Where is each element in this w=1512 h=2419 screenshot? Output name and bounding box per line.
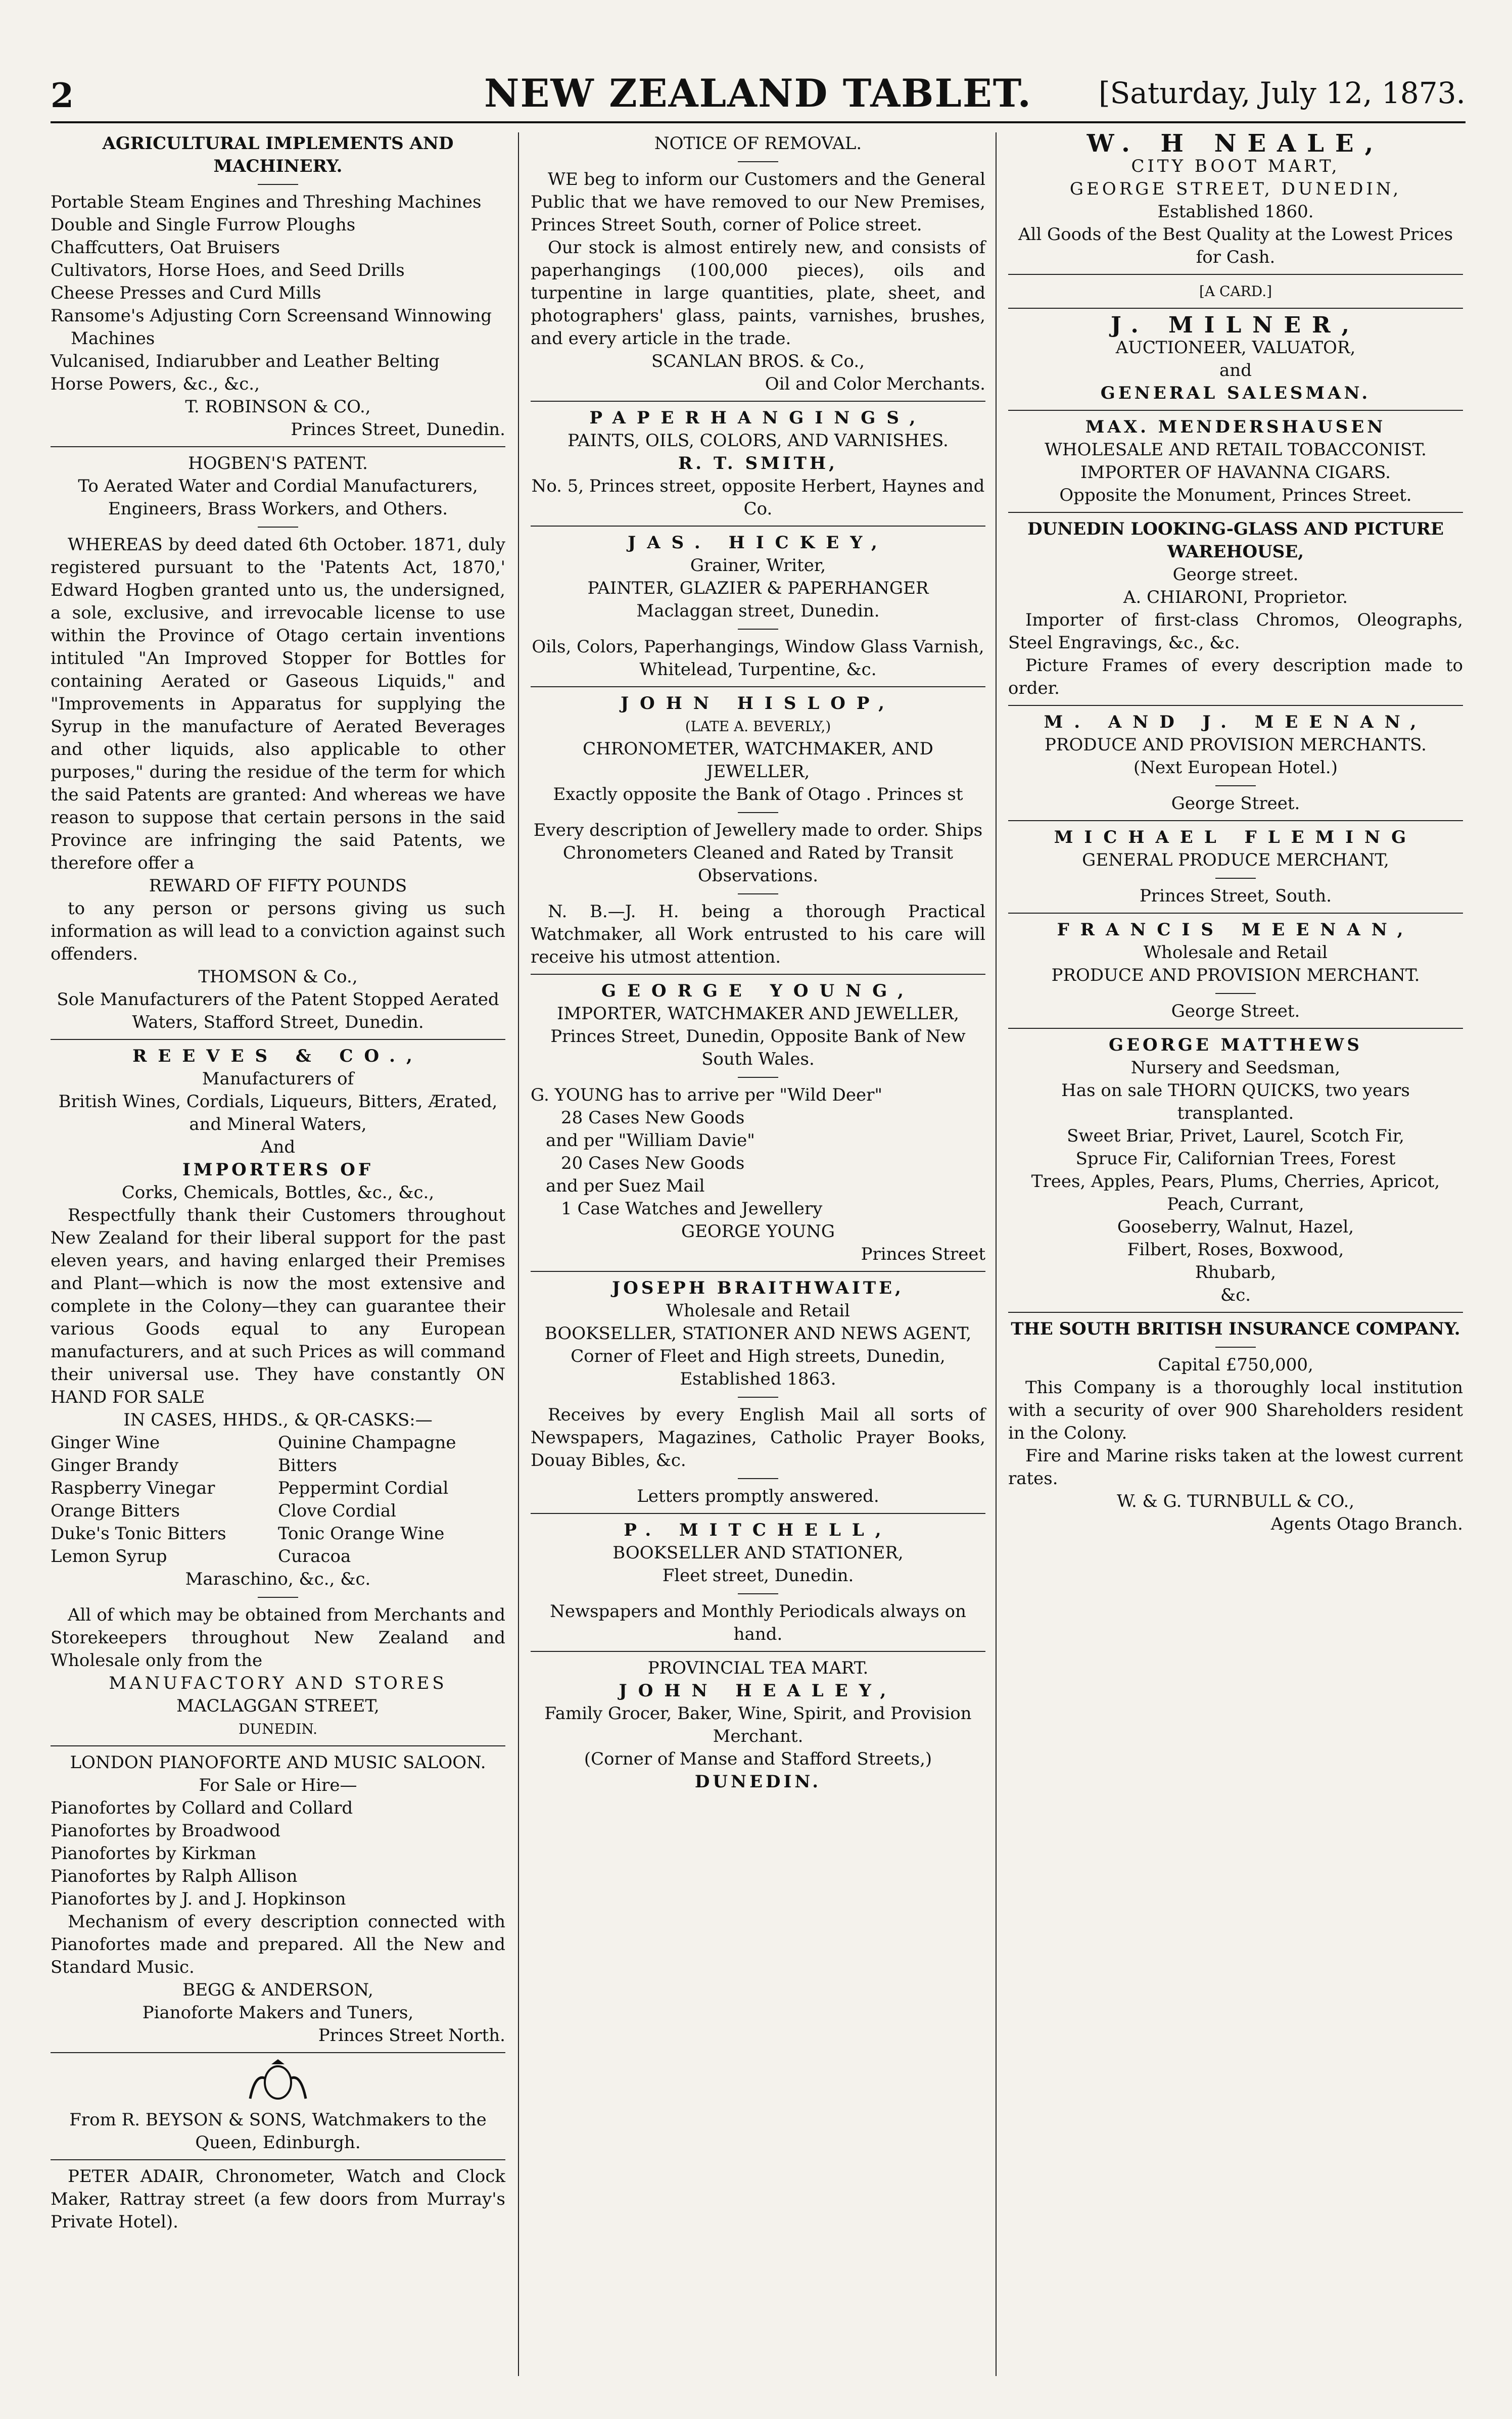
divider bbox=[738, 1397, 778, 1398]
ad-chiaroni bbox=[1008, 518, 1463, 700]
ad-body: WE beg to inform our Customers and the General Public that we have removed to our New Premises, Princes Street South, corner of Police street. bbox=[531, 169, 985, 235]
firm-trade: GENERAL PRODUCE MERCHANT, bbox=[1082, 850, 1389, 870]
divider bbox=[1008, 913, 1463, 914]
divider bbox=[258, 184, 298, 185]
ad-subheading: Nursery and Seedsman, bbox=[1130, 1058, 1341, 1078]
column-2 bbox=[531, 132, 985, 1798]
divider bbox=[1008, 274, 1463, 275]
ad-heading: P. MITCHELL, bbox=[624, 1520, 892, 1540]
ad-body: Our stock is almost entirely new, and consists of paperhangings (100,000 pieces), oils and turpentine in large quantities, plate, sheet, and photographers' glass, paints, varnishes, brushes, and every article in the trade. bbox=[531, 238, 985, 349]
divider bbox=[258, 1597, 298, 1598]
divider bbox=[1215, 785, 1256, 786]
ad-body: Receives by every English Mail all sorts of Newspapers, Magazines, Catholic Prayer Books, Douay Bibles, &c. bbox=[531, 1405, 985, 1471]
note: (Next European Hotel.) bbox=[1133, 757, 1338, 778]
firm-trade: PRODUCE AND PROVISION MERCHANT. bbox=[1051, 965, 1420, 985]
stores-label: MANUFACTORY AND STORES bbox=[109, 1673, 447, 1693]
divider bbox=[531, 1651, 985, 1652]
firm-address: Maclaggan street, Dunedin. bbox=[636, 601, 880, 621]
divider bbox=[738, 161, 778, 162]
ad-subheading: Manufacturers of bbox=[202, 1069, 354, 1089]
ad-hogben bbox=[51, 452, 505, 1034]
list-item: Pianofortes by Collard and Collard bbox=[51, 1798, 353, 1818]
list-item: G. YOUNG has to arrive per "Wild Deer" bbox=[531, 1085, 883, 1105]
ad-body: All of which may be obtained from Merchants and Storekeepers throughout New Zealand and Wholesale only from the bbox=[51, 1605, 505, 1671]
list-item: Sweet Briar, Privet, Laurel, Scotch Fir, bbox=[1067, 1126, 1404, 1146]
and-text: and bbox=[1219, 360, 1252, 381]
ad-heading: JOHN HISLOP, bbox=[621, 693, 895, 714]
divider bbox=[1008, 1312, 1463, 1313]
ad-body: WHEREAS by deed dated 6th October. 1871, duly registered pursuant to the 'Patents Act, 1870,' Edward Hogben granted unto us, the undersigned, a sole, exclusive, and irrevocable license to use within the Province of Otago certain inventions intituled "An Improved Stopper for Bottles for containing Aerated or Gaseous Liquids," and "Improvements in Apparatus for supplying the Syrup in the manufacture of Aerated Beverages and other liquids, also applicable to other purposes," during the residue of the term for which the said Patents are granted: And whereas we have reason to suppose that certain persons in the said Province are infringing the said Patents, we therefore offer a bbox=[51, 535, 505, 873]
list-item: 28 Cases New Goods bbox=[561, 1108, 745, 1128]
issue-date: [Saturday, July 12, 1873. bbox=[1098, 76, 1466, 110]
list-item: Pianofortes by Kirkman bbox=[51, 1843, 257, 1864]
ad-hislop bbox=[531, 692, 985, 969]
divider bbox=[1008, 308, 1463, 309]
ad-body: Every description of Jewellery made to order. Ships Chronometers Cleaned and Rated by Transit Observations. bbox=[533, 820, 983, 886]
divider bbox=[738, 1077, 778, 1078]
ad-subheading: PAINTS, OILS, COLORS, AND VARNISHES. bbox=[568, 431, 949, 451]
firm-address: Princes Street bbox=[861, 1244, 985, 1264]
divider bbox=[531, 401, 985, 402]
firm-address: George Street. bbox=[1171, 1001, 1300, 1021]
divider bbox=[1008, 512, 1463, 513]
capital: Capital £750,000, bbox=[1158, 1355, 1313, 1375]
ad-body: Respectfully thank their Customers throughout New Zealand for their liberal support for the past eleven years, and having enlarged their Premises and Plant—which is now the most extensive and complete in the Colony—they can guarantee their various Goods equal to any European manufacturers, and at such Prices as will command their universal use. They have constantly ON HAND FOR SALE bbox=[51, 1205, 505, 1407]
firm-address: Sole Manufacturers of the Patent Stopped Aerated Waters, Stafford Street, Dunedin. bbox=[57, 989, 499, 1032]
cases-label: IN CASES, HHDS., & QR-CASKS:— bbox=[123, 1410, 433, 1430]
firm-address: Fleet street, Dunedin. bbox=[662, 1566, 854, 1586]
ad-heading: THE SOUTH BRITISH INSURANCE COMPANY. bbox=[1011, 1319, 1460, 1339]
importers-label: IMPORTERS OF bbox=[182, 1160, 373, 1180]
firm-address: Corner of Fleet and High streets, Dunedin, bbox=[571, 1346, 946, 1366]
product: Tonic Orange Wine bbox=[278, 1524, 445, 1544]
list-item: Portable Steam Engines and Threshing Machines bbox=[51, 192, 482, 212]
ad-body: Importer of first-class Chromos, Oleographs, Steel Engravings, &c., &c. bbox=[1008, 610, 1463, 653]
ad-body: Fire and Marine risks taken at the lowest current rates. bbox=[1008, 1446, 1463, 1489]
ad-m-and-j-meenan bbox=[1008, 711, 1463, 815]
divider bbox=[738, 629, 778, 630]
ad-neale bbox=[1008, 129, 1463, 269]
ad-body: Has on sale THORN QUICKS, two years transplanted. bbox=[1061, 1080, 1410, 1123]
ad-mitchell bbox=[531, 1519, 985, 1646]
product: Quinine Champagne bbox=[278, 1433, 456, 1453]
ad-body: Newspapers and Monthly Periodicals always on hand. bbox=[550, 1601, 966, 1644]
firm-name: T. ROBINSON & CO., bbox=[185, 397, 371, 417]
ad-south-british-insurance bbox=[1008, 1318, 1463, 1536]
ad-subheading: Grainer, Writer, bbox=[690, 555, 826, 576]
list-item: Cheese Presses and Curd Mills bbox=[51, 283, 321, 303]
ad-subheading: For Sale or Hire— bbox=[199, 1775, 357, 1795]
street-label: MACLAGGAN STREET, bbox=[176, 1696, 380, 1716]
firm-address: Princes Street, Dunedin, Opposite Bank of New South Wales. bbox=[550, 1026, 966, 1069]
list-item: Pianofortes by J. and J. Hopkinson bbox=[51, 1889, 346, 1909]
firm-trade: BOOKSELLER, STATIONER AND NEWS AGENT, bbox=[544, 1323, 972, 1344]
ad-body: Mechanism of every description connected with Pianofortes made and prepared. All the New and Standard Music. bbox=[51, 1912, 505, 1977]
firm-trade: PRODUCE AND PROVISION MERCHANTS. bbox=[1045, 735, 1427, 755]
ad-heading: J. MILNER, bbox=[1111, 312, 1360, 338]
ad-heading: FRANCIS MEENAN, bbox=[1057, 920, 1414, 940]
product: Curacoa bbox=[278, 1546, 351, 1567]
list-item: and per "William Davie" bbox=[546, 1130, 755, 1151]
ad-hickey bbox=[531, 532, 985, 681]
list-item: Pianofortes by Ralph Allison bbox=[51, 1866, 298, 1886]
ad-heading: HOGBEN'S PATENT. bbox=[188, 453, 368, 473]
city-label: DUNEDIN. bbox=[694, 1772, 822, 1792]
divider bbox=[1008, 1028, 1463, 1029]
ad-london-pianoforte bbox=[51, 1751, 505, 2047]
ad-heading: GEORGE YOUNG, bbox=[601, 981, 915, 1001]
product-line: Corks, Chemicals, Bottles, &c., &c., bbox=[121, 1182, 435, 1203]
ad-mendershausen bbox=[1008, 416, 1463, 507]
product-list bbox=[51, 1432, 505, 1568]
ad-heading: MAX. MENDERSHAUSEN bbox=[1085, 417, 1386, 437]
ad-subheading: CITY BOOT MART, bbox=[1131, 156, 1340, 176]
ad-healey bbox=[531, 1657, 985, 1793]
page-number: 2 bbox=[51, 76, 74, 115]
divider bbox=[738, 893, 778, 894]
list-item: Rhubarb, bbox=[1195, 1262, 1277, 1283]
ad-heading: LONDON PIANOFORTE AND MUSIC SALOON. bbox=[70, 1752, 486, 1773]
established: Established 1860. bbox=[1157, 202, 1314, 222]
city-label: DUNEDIN. bbox=[238, 1721, 318, 1737]
firm-address: Princes Street, South. bbox=[1139, 886, 1332, 906]
divider bbox=[531, 974, 985, 975]
ad-body: Letters promptly answered. bbox=[637, 1486, 879, 1506]
ad-body: All Goods of the Best Quality at the Lowest Prices for Cash. bbox=[1018, 224, 1453, 267]
ad-notice-of-removal bbox=[531, 132, 985, 396]
divider bbox=[1008, 705, 1463, 706]
divider bbox=[531, 526, 985, 527]
ad-adair bbox=[51, 2058, 505, 2234]
divider bbox=[1008, 410, 1463, 411]
ad-george-young bbox=[531, 980, 985, 1266]
ad-body: Picture Frames of every description made to order. bbox=[1008, 655, 1463, 698]
product-line: Maraschino, &c., &c. bbox=[185, 1569, 371, 1589]
firm-name: W. & G. TURNBULL & CO., bbox=[1116, 1491, 1355, 1511]
product: Ginger Brandy bbox=[51, 1455, 179, 1476]
firm-address: No. 5, Princes street, opposite Herbert, Haynes and Co. bbox=[531, 476, 985, 519]
royal-arms-icon bbox=[240, 2058, 316, 2104]
proprietor: A. CHIARONI, Proprietor. bbox=[1123, 587, 1348, 607]
established: Established 1863. bbox=[680, 1369, 836, 1389]
list-item: Cultivators, Horse Hoes, and Seed Drills bbox=[51, 260, 405, 280]
ad-heading: JAS. HICKEY, bbox=[628, 533, 888, 553]
firm-address: Princes Street North. bbox=[318, 2025, 505, 2046]
list-item: and per Suez Mail bbox=[546, 1176, 705, 1196]
firm-address: (Corner of Manse and Stafford Streets,) bbox=[584, 1749, 932, 1769]
ad-heading: PAPERHANGINGS, bbox=[589, 408, 927, 428]
list-item: Ransome's Adjusting Corn Screensand Winnowing Machines bbox=[51, 306, 492, 349]
product: Bitters bbox=[278, 1455, 338, 1476]
firm-trade: Family Grocer, Baker, Wine, Spirit, and Provision Merchant. bbox=[544, 1703, 972, 1746]
ad-heading: REEVES & CO., bbox=[132, 1046, 423, 1066]
list-item: Filbert, Roses, Boxwood, bbox=[1127, 1240, 1344, 1260]
product: Lemon Syrup bbox=[51, 1546, 167, 1567]
ad-braithwaite bbox=[531, 1277, 985, 1508]
firm-address: Princes Street, Dunedin. bbox=[291, 419, 505, 440]
firm-name: THOMSON & Co., bbox=[198, 967, 358, 987]
divider bbox=[51, 2159, 505, 2160]
ad-heading: AGRICULTURAL IMPLEMENTS AND MACHINERY. bbox=[102, 133, 454, 176]
ad-heading: M. AND J. MEENAN, bbox=[1044, 712, 1428, 732]
list-item: Trees, Apples, Pears, Plums, Cherries, Apricot, Peach, Currant, bbox=[1031, 1171, 1440, 1214]
firm-address: GEORGE STREET, DUNEDIN, bbox=[1069, 179, 1402, 199]
divider bbox=[531, 686, 985, 687]
ad-heading: MICHAEL FLEMING bbox=[1054, 827, 1418, 847]
ad-body: This Company is a thoroughly local institution with a security of over 900 Shareholders resident in the Colony. bbox=[1008, 1378, 1463, 1443]
royal-warrant: From R. BEYSON & SONS, Watchmakers to the Queen, Edinburgh. bbox=[69, 2110, 487, 2153]
ad-body: Oils, Colors, Paperhangings, Window Glass Varnish, Whitelead, Turpentine, &c. bbox=[532, 637, 984, 680]
firm-name: SCANLAN BROS. & Co., bbox=[651, 351, 865, 371]
ad-francis-meenan bbox=[1008, 919, 1463, 1023]
card-label: [A CARD.] bbox=[1199, 283, 1272, 300]
ad-reeves bbox=[51, 1045, 505, 1740]
divider bbox=[738, 1478, 778, 1479]
ad-milner bbox=[1008, 280, 1463, 405]
list-item: 20 Cases New Goods bbox=[561, 1153, 745, 1173]
proprietor: JOHN HEALEY, bbox=[619, 1681, 897, 1701]
ad-subheading: To Aerated Water and Cordial Manufacturers, Engineers, Brass Workers, and Others. bbox=[78, 476, 478, 519]
column-rule bbox=[996, 132, 997, 2376]
list-item: Horse Powers, &c., &c., bbox=[51, 374, 260, 394]
divider bbox=[51, 2052, 505, 2053]
firm-trade: Agents Otago Branch. bbox=[1270, 1514, 1463, 1534]
firm-trade: AUCTIONEER, VALUATOR, bbox=[1115, 338, 1356, 358]
product: Ginger Wine bbox=[51, 1433, 160, 1453]
firm-trade: PAINTER, GLAZIER & PAPERHANGER bbox=[587, 578, 929, 598]
firm-address: George Street. bbox=[1171, 793, 1300, 814]
list-item: Spruce Fir, Californian Trees, Forest bbox=[1075, 1149, 1396, 1169]
product: Raspberry Vinegar bbox=[51, 1478, 215, 1498]
ad-heading: PROVINCIAL TEA MART. bbox=[647, 1658, 869, 1678]
divider bbox=[1008, 820, 1463, 821]
divider bbox=[51, 1039, 505, 1040]
divider bbox=[1215, 1347, 1256, 1348]
firm-address: Exactly opposite the Bank of Otago . Princes st bbox=[553, 784, 963, 804]
divider bbox=[51, 1745, 505, 1746]
ad-heading: W. H NEALE, bbox=[1086, 129, 1385, 158]
reward: REWARD OF FIFTY POUNDS bbox=[149, 876, 407, 896]
firm-address: George street. bbox=[1172, 564, 1299, 585]
ad-subheading: Wholesale and Retail bbox=[1144, 942, 1328, 963]
firm-trade: IMPORTER, WATCHMAKER AND JEWELLER, bbox=[557, 1004, 959, 1024]
ad-matthews bbox=[1008, 1034, 1463, 1307]
firm-address: Opposite the Monument, Princes Street. bbox=[1059, 485, 1412, 505]
firm-name: BEGG & ANDERSON, bbox=[182, 1980, 373, 2000]
ad-subheading: (LATE A. BEVERLY,) bbox=[685, 718, 831, 735]
divider bbox=[1215, 993, 1256, 994]
ad-body: to any person or persons giving us such information as will lead to a conviction against such offenders. bbox=[51, 898, 505, 964]
divider bbox=[531, 1271, 985, 1272]
firm-trade: BOOKSELLER AND STATIONER, bbox=[612, 1543, 904, 1563]
divider bbox=[258, 527, 298, 528]
ad-body: N. B.—J. H. being a thorough Practical Watchmaker, all Work entrusted to his care will receive his utmost attention. bbox=[531, 902, 985, 967]
ad-subheading: Wholesale and Retail bbox=[666, 1301, 850, 1321]
ad-subheading: IMPORTER OF HAVANNA CIGARS. bbox=[1080, 462, 1391, 483]
firm-trade: Pianoforte Makers and Tuners, bbox=[142, 2003, 414, 2023]
ad-heading: NOTICE OF REMOVAL. bbox=[654, 133, 862, 154]
and-text: And bbox=[260, 1137, 296, 1157]
column-rule bbox=[518, 132, 519, 2376]
ad-paperhangings bbox=[531, 407, 985, 520]
list-item: Double and Single Furrow Ploughs bbox=[51, 215, 356, 235]
list-item: Gooseberry, Walnut, Hazel, bbox=[1117, 1217, 1354, 1237]
divider bbox=[738, 1593, 778, 1594]
divider bbox=[531, 1513, 985, 1514]
ad-heading: GEORGE MATTHEWS bbox=[1109, 1035, 1362, 1055]
column-3 bbox=[1008, 129, 1463, 1541]
ad-body: PETER ADAIR, Chronometer, Watch and Clock Maker, Rattray street (a few doors from Murray's Private Hotel). bbox=[51, 2166, 505, 2232]
firm-trade: CHRONOMETER, WATCHMAKER, AND JEWELLER, bbox=[583, 739, 933, 782]
product: Duke's Tonic Bitters bbox=[51, 1524, 226, 1544]
divider bbox=[1215, 878, 1256, 879]
list-item: Chaffcutters, Oat Bruisers bbox=[51, 238, 280, 258]
product: Peppermint Cordial bbox=[278, 1478, 449, 1498]
signature: GEORGE YOUNG bbox=[681, 1221, 835, 1242]
firm-trade: WHOLESALE AND RETAIL TOBACCONIST. bbox=[1045, 440, 1427, 460]
product: Orange Bitters bbox=[51, 1501, 180, 1521]
masthead bbox=[51, 66, 1466, 123]
ad-heading: JOSEPH BRAITHWAITE, bbox=[612, 1278, 904, 1298]
proprietor: R. T. SMITH, bbox=[678, 453, 838, 473]
product: Clove Cordial bbox=[278, 1501, 397, 1521]
ad-heading: DUNEDIN LOOKING-GLASS AND PICTURE WAREHOUSE, bbox=[1027, 519, 1444, 562]
newspaper-title: NEW ZEALAND TABLET. bbox=[484, 71, 1032, 116]
product-line: British Wines, Cordials, Liqueurs, Bitters, Ærated, and Mineral Waters, bbox=[58, 1092, 498, 1134]
ad-fleming bbox=[1008, 826, 1463, 908]
list-item: 1 Case Watches and Jewellery bbox=[561, 1199, 823, 1219]
firm-trade: Oil and Color Merchants. bbox=[765, 374, 985, 394]
list-item: Vulcanised, Indiarubber and Leather Belting bbox=[51, 351, 440, 371]
column-1 bbox=[51, 132, 505, 2239]
divider bbox=[51, 446, 505, 447]
ad-agricultural bbox=[51, 132, 505, 441]
list-item: Pianofortes by Broadwood bbox=[51, 1821, 281, 1841]
firm-trade: GENERAL SALESMAN. bbox=[1100, 383, 1371, 403]
divider bbox=[738, 812, 778, 813]
list-item: &c. bbox=[1220, 1285, 1251, 1305]
